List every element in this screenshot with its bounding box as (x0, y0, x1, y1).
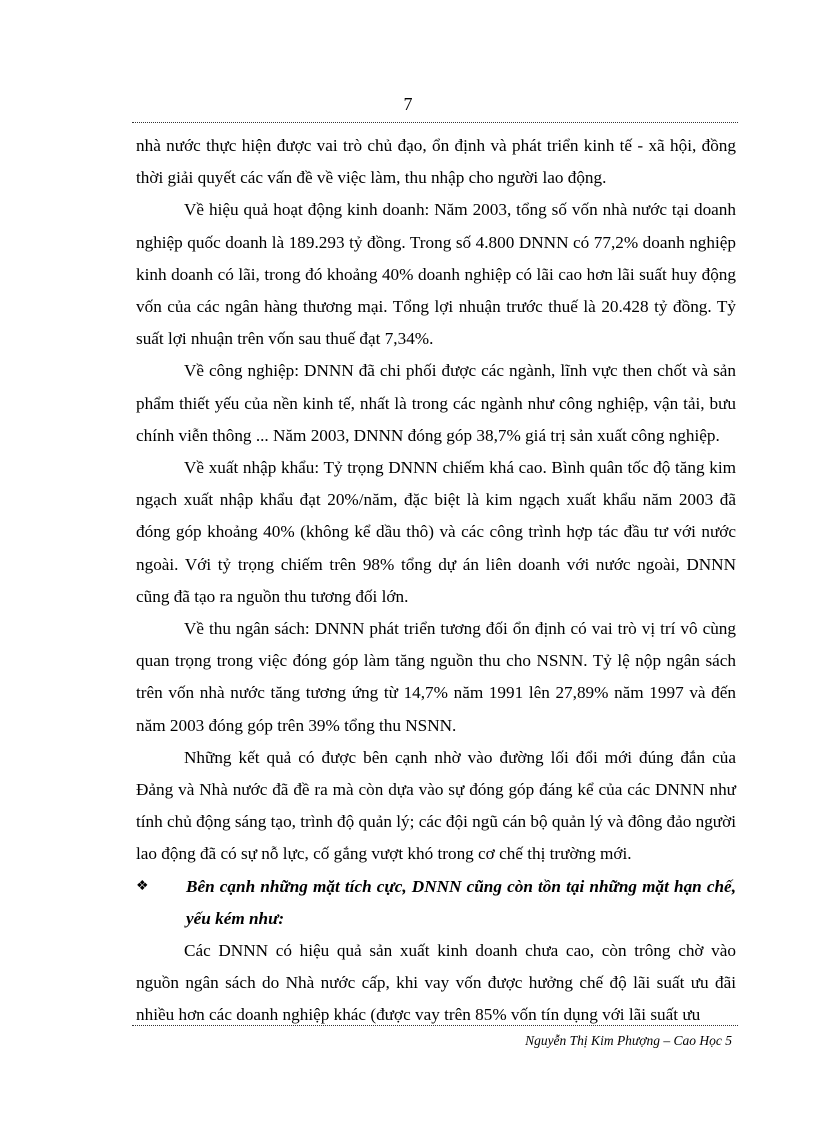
paragraph-achievements: Những kết quả có được bên cạnh nhờ vào đường lối đổi mới đúng đắn của Đảng và Nhà nước đã đề ra mà còn dựa vào sự đóng góp đáng kể của các DNNN như tính chủ động sáng tạo, trình độ quản lý; các đội ngũ cán bộ quản lý và đông đảo người lao động đã có sự nỗ lực, cố gắng vượt khó trong cơ chế thị trường mới. (136, 747, 736, 864)
paragraph-continuation: nhà nước thực hiện được vai trò chủ đạo, ổn định và phát triển kinh tế - xã hội, đồng thời giải quyết các vấn đề về việc làm, thu nhập cho người lao động. (136, 136, 736, 188)
footer-divider (132, 1025, 738, 1026)
paragraph-limitations: Các DNNN có hiệu quả sản xuất kinh doanh chưa cao, còn trông chờ vào nguồn ngân sách do Nhà nước cấp, khi vay vốn được hưởng chế độ lãi suất ưu đãi nhiều hơn các doanh nghiệp khác (được vay trên 85% vốn tín dụng với lãi suất ưu (136, 941, 736, 1025)
paragraph-business-efficiency: Về hiệu quả hoạt động kinh doanh: Năm 2003, tổng số vốn nhà nước tại doanh nghiệp quốc doanh là 189.293 tỷ đồng. Trong số 4.800 DNNN có 77,2% doanh nghiệp kinh doanh có lãi, trong đó khoảng 40% doanh nghiệp có lãi cao hơn lãi suất huy động vốn của các ngân hàng thương mại. Tổng lợi nhuận trước thuế là 20.428 tỷ đồng. Tỷ suất lợi nhuận trên vốn sau thuế đạt 7,34%. (136, 200, 736, 349)
diamond-bullet-icon: ❖ (136, 878, 149, 894)
paragraph-industry: Về công nghiệp: DNNN đã chi phối được các ngành, lĩnh vực then chốt và sản phẩm thiết yếu của nền kinh tế, nhất là trong các ngành như công nghiệp, vận tải, bưu chính viễn thông ... Năm 2003, DNNN đóng góp 38,7% giá trị sản xuất công nghiệp. (136, 361, 736, 445)
footer-author: Nguyễn Thị Kim Phượng – Cao Học 5 (525, 1033, 732, 1048)
bullet-heading (136, 871, 736, 935)
paragraph-budget-revenue: Về thu ngân sách: DNNN phát triển tương đối ổn định có vai trò vị trí vô cùng quan trọng trong việc đóng góp làm tăng nguồn thu cho NSNN. Tỷ lệ nộp ngân sách trên vốn nhà nước tăng tương ứng từ 14,7% năm 1991 lên 27,89% năm 1997 và đến năm 2003 đóng góp trên 39% tổng thu NSNN. (136, 619, 736, 735)
header-divider (132, 122, 738, 123)
document-body (136, 130, 736, 1032)
page-number: 7 (403, 94, 413, 114)
paragraph-import-export: Về xuất nhập khẩu: Tỷ trọng DNNN chiếm khá cao. Bình quân tốc độ tăng kim ngạch xuất nhập khẩu đạt 20%/năm, đặc biệt là kim ngạch xuất khẩu năm 2003 đã đóng góp khoảng 40% (không kể dầu thô) và các công trình hợp tác đầu tư với nước ngoài. Với tỷ trọng chiếm trên 98% tổng dự án liên doanh với nước ngoài, DNNN cũng đã tạo ra nguồn thu tương đối lớn. (136, 458, 736, 606)
bullet-heading-text: Bên cạnh những mặt tích cực, DNNN cũng còn tồn tại những mặt hạn chế, yếu kém như: (186, 876, 736, 928)
